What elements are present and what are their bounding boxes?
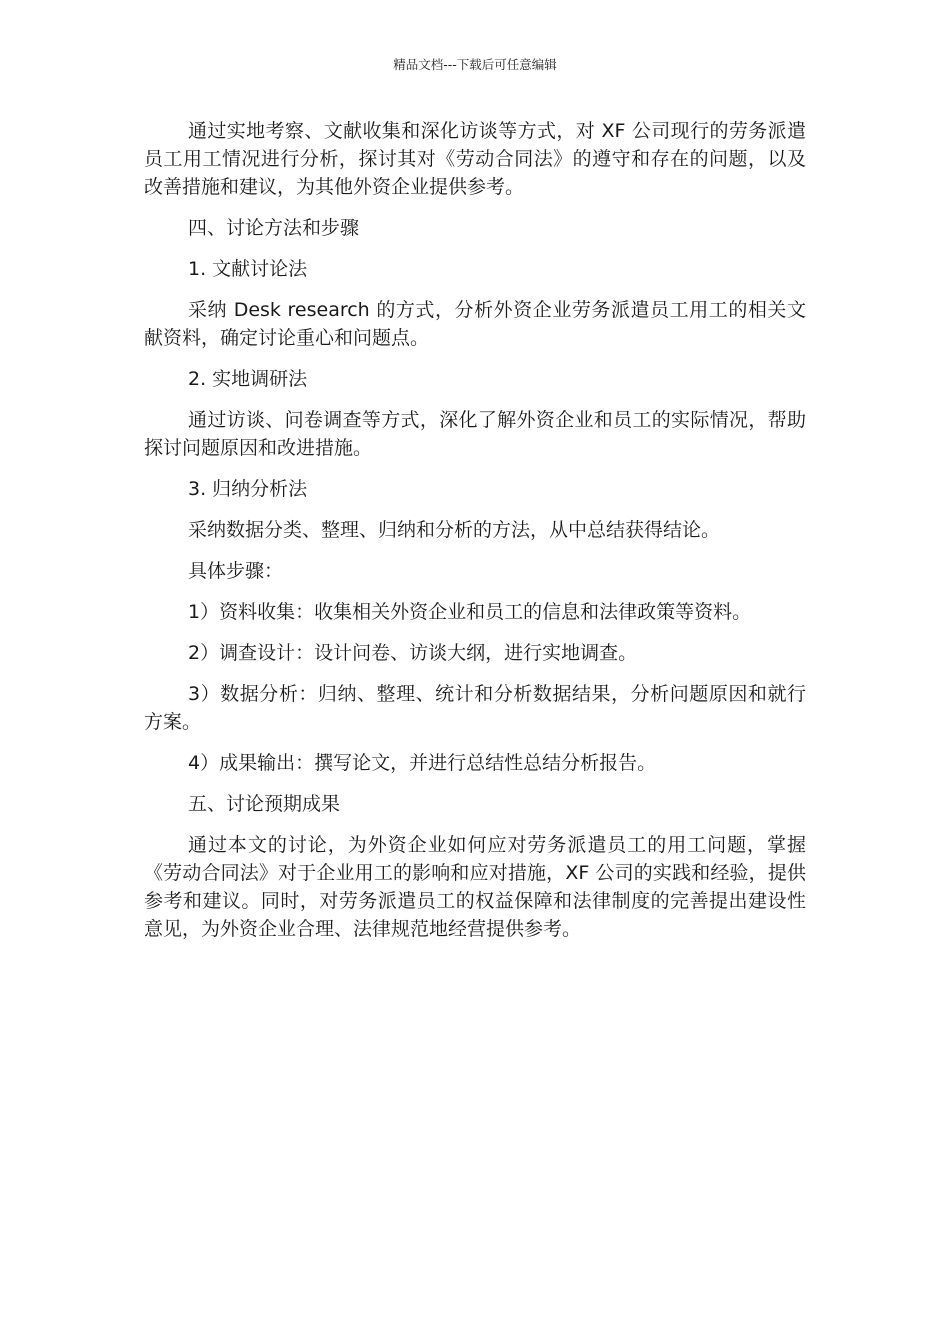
method-heading-literature: 1. 文献讨论法 <box>188 258 308 280</box>
method-heading-fieldwork: 2. 实地调研法 <box>188 368 308 390</box>
method-heading-analysis: 3. 归纳分析法 <box>188 478 308 500</box>
paragraph-fieldwork-method: 通过访谈、问卷调查等方式，深化了解外资企业和员工的实际情况，帮助探讨问题原因和改进措施。 <box>144 409 806 459</box>
step-item-4: 4）成果输出：撰写论文，并进行总结性总结分析报告。 <box>188 752 657 774</box>
paragraph-literature-method: 采纳 Desk research 的方式，分析外资企业劳务派遣员工用工的相关文献资料，确定讨论重心和问题点。 <box>144 299 806 349</box>
section-heading-expected-results: 五、讨论预期成果 <box>188 793 341 815</box>
step-item-2: 2）调查设计：设计问卷、访谈大纲，进行实地调查。 <box>188 642 638 664</box>
document-body <box>144 117 806 956</box>
step-item-1: 1）资料收集：收集相关外资企业和员工的信息和法律政策等资料。 <box>188 601 752 623</box>
steps-heading: 具体步骤： <box>188 560 284 582</box>
paragraph-expected-results: 通过本文的讨论，为外资企业如何应对劳务派遣员工的用工问题，掌握《劳动合同法》对于企业用工的影响和应对措施，XF 公司的实践和经验，提供参考和建议。同时，对劳务派遣员工的权益保障和法律制度的完善提出建设性意见，为外资企业合理、法律规范地经营提供参考。 <box>144 834 806 940</box>
step-item-3: 3）数据分析：归纳、整理、统计和分析数据结果，分析问题原因和就行方案。 <box>144 683 806 733</box>
page-header: 精品文档---下载后可任意编辑 <box>393 57 557 72</box>
paragraph-research-approach: 通过实地考察、文献收集和深化访谈等方式，对 XF 公司现行的劳务派遣员工用工情况进行分析，探讨其对《劳动合同法》的遵守和存在的问题，以及改善措施和建议，为其他外资企业提供参考。 <box>144 120 806 198</box>
paragraph-analysis-method: 采纳数据分类、整理、归纳和分析的方法，从中总结获得结论。 <box>188 519 721 541</box>
section-heading-methods: 四、讨论方法和步骤 <box>188 217 360 239</box>
